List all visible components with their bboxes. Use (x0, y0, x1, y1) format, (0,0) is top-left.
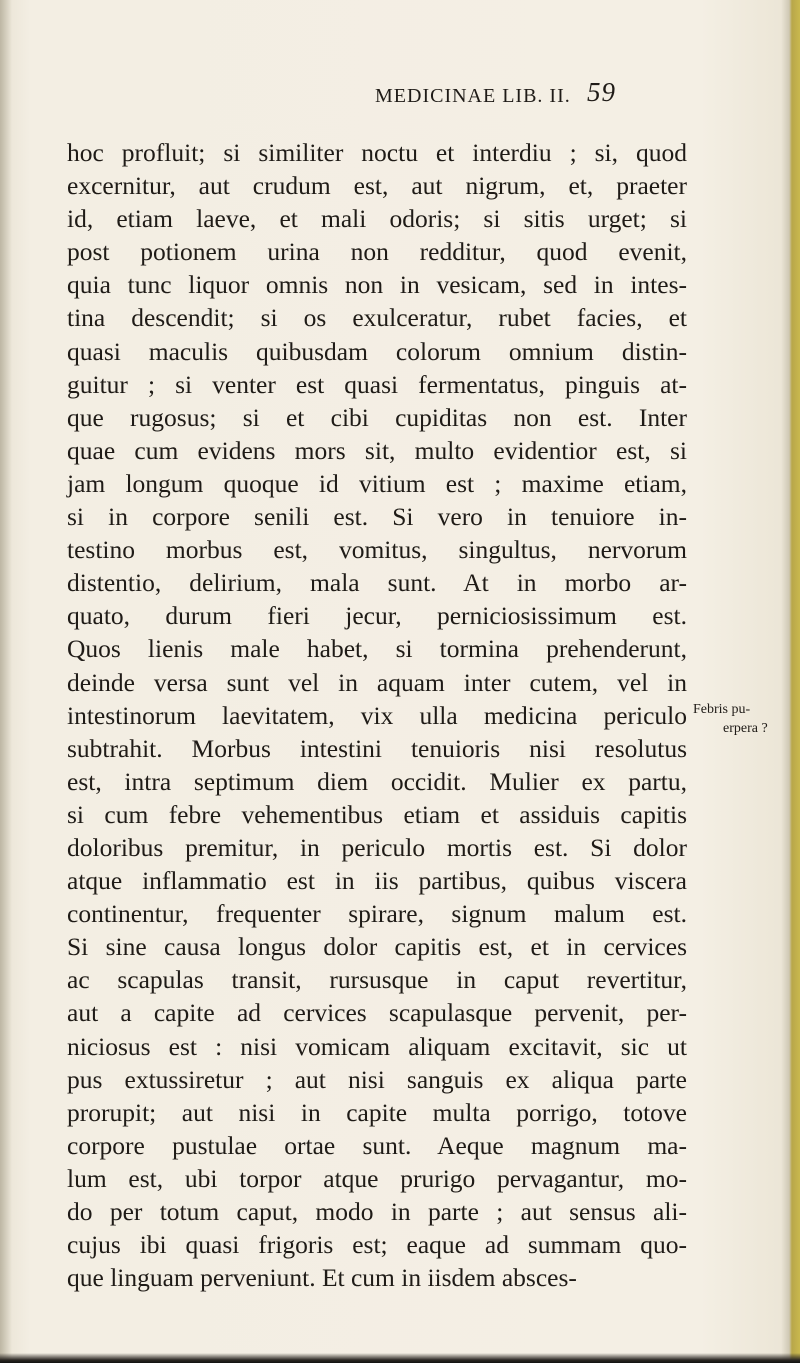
text-line: aut a capite ad cervices scapulasque pervenit, per- (67, 998, 687, 1028)
text-line: ac scapulas transit, rursusque in caput revertitur, (67, 965, 687, 995)
text-line: quato, durum fieri jecur, perniciosissimum est. (67, 601, 687, 631)
text-line: quia tunc liquor omnis non in vesicam, sed in intes- (67, 270, 687, 300)
text-line: cujus ibi quasi frigoris est; eaque ad summam quo- (67, 1230, 687, 1260)
running-head: MEDICINAE LIB. II. (375, 85, 571, 107)
text-line: tina descendit; si os exulceratur, rubet facies, et (67, 303, 687, 333)
text-line: doloribus premitur, in periculo mortis est. Si dolor (67, 832, 687, 862)
text-line: quasi maculis quibusdam colorum omnium distin- (67, 336, 687, 366)
text-line: subtrahit. Morbus intestini tenuioris nisi resolutus (67, 733, 687, 763)
page-bottom-edge (0, 1353, 800, 1363)
text-line: jam longum quoque id vitium est ; maxime etiam, (67, 468, 687, 498)
text-line: si in corpore senili est. Si vero in tenuiore in- (67, 502, 687, 532)
text-line: atque inflammatio est in iis partibus, quibus viscera (67, 866, 687, 896)
text-line: prorupit; aut nisi in capite multa porrigo, totove (67, 1097, 687, 1127)
text-line: quae cum evidens mors sit, multo evidentior est, si (67, 435, 687, 465)
text-line: do per totum caput, modo in parte ; aut sensus ali- (67, 1197, 687, 1226)
text-line: testino morbus est, vomitus, singultus, nervorum (67, 535, 687, 565)
page-number: 59 (587, 77, 616, 107)
text-line: niciosus est : nisi vomicam aliquam excitavit, sic ut (67, 1031, 687, 1061)
marginal-note-line-1: Febris pu- (693, 702, 751, 717)
text-line: distentio, delirium, mala sunt. At in morbo ar- (67, 568, 687, 598)
text-line: Quos lienis male habet, si tormina prehenderunt, (67, 634, 687, 664)
text-line: continentur, frequenter spirare, signum malum est. (67, 899, 687, 929)
text-line: intestinorum laevitatem, vix ulla medicina periculo (67, 700, 687, 730)
page-edge (782, 0, 800, 1363)
text-line: guitur ; si venter est quasi fermentatus, pinguis at- (67, 369, 687, 399)
text-line: corpore pustulae ortae sunt. Aeque magnum ma- (67, 1130, 687, 1160)
text-line: deinde versa sunt vel in aquam inter cutem, vel in (67, 667, 687, 697)
text-line: si cum febre vehementibus etiam et assiduis capitis (67, 799, 687, 829)
marginal-note-line-2: erpera ? (723, 721, 768, 736)
gutter-shadow (0, 0, 12, 1363)
marginal-note (693, 700, 768, 738)
text-line: post potionem urina non redditur, quod evenit, (67, 237, 687, 267)
text-line: hoc profluit; si similiter noctu et interdiu ; si, quod (67, 138, 687, 167)
text-line: est, intra septimum diem occidit. Mulier ex partu, (67, 766, 687, 796)
text-line: que rugosus; si et cibi cupiditas non est. Inter (67, 402, 687, 432)
text-line: lum est, ubi torpor atque prurigo pervagantur, mo- (67, 1163, 687, 1193)
text-line: excernitur, aut crudum est, aut nigrum, et, praeter (67, 171, 687, 201)
text-line: pus extussiretur ; aut nisi sanguis ex aliqua parte (67, 1064, 687, 1094)
text-line: que linguam perveniunt. Et cum in iisdem absces- (67, 1263, 577, 1293)
text-line: Si sine causa longus dolor capitis est, et in cervices (67, 932, 687, 962)
body-text (67, 136, 687, 1294)
text-line: id, etiam laeve, et mali odoris; si sitis urget; si (67, 204, 687, 234)
